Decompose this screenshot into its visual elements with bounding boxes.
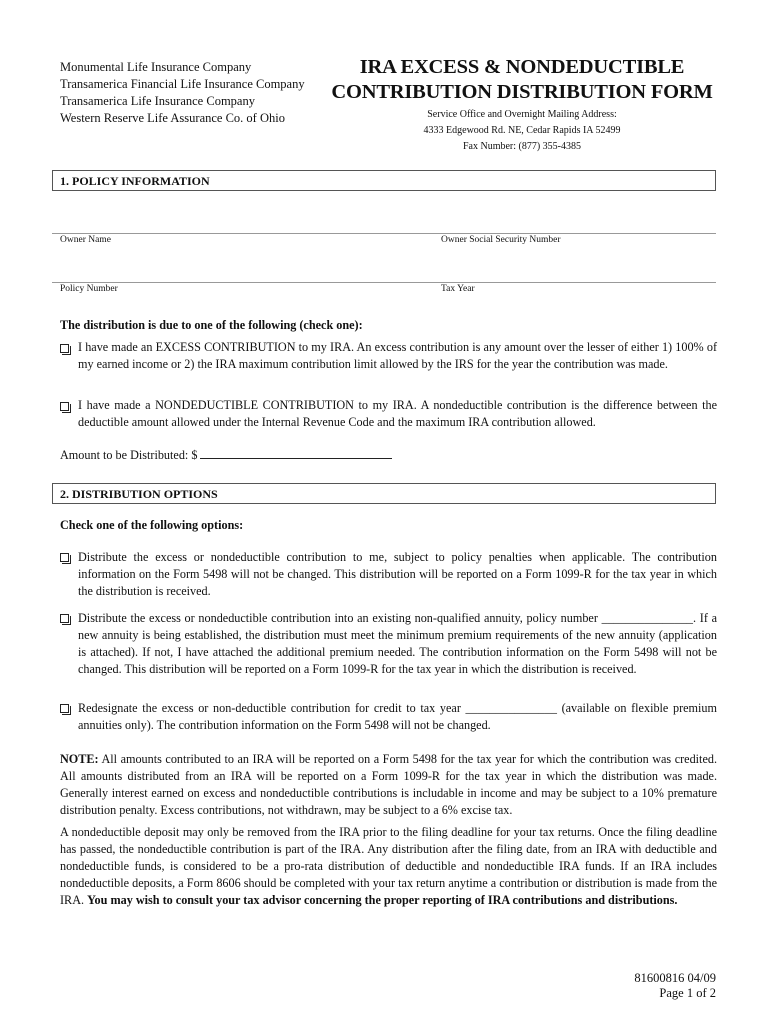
note-text: All amounts contributed to an IRA will be reported on a Form 5498 for the tax year for which the contribution was credited. All amounts distributed from an IRA will be reported on a Form 1099-R for the tax year in which the distribution was made. Generally interest earned on excess and nondeductible contributions is includable in income and may be subject to a 10% premature distribution penalty. Excess contributions, not withdrawn, may be subject to a 6% excise tax. (60, 752, 717, 817)
company-name: Monumental Life Insurance Company (60, 60, 252, 74)
nondeductible-deposit-paragraph (60, 824, 717, 909)
redesignate-checkbox[interactable] (60, 704, 69, 713)
amount-to-distribute (60, 447, 460, 464)
page-number: Page 1 of 2 (659, 986, 716, 1000)
section-title: 1. POLICY INFORMATION (60, 174, 210, 188)
company-name: Western Reserve Life Assurance Co. of Ohio (60, 111, 285, 125)
company-list (60, 59, 305, 127)
distribute-to-annuity-checkbox[interactable] (60, 614, 69, 623)
policy-number-label: Policy Number (60, 284, 118, 294)
policy-number-line[interactable] (52, 282, 716, 283)
company-name: Transamerica Life Insurance Company (60, 94, 255, 108)
address-street: 4333 Edgewood Rd. NE, Cedar Rapids IA 52499 (423, 125, 621, 136)
form-title-line2: CONTRIBUTION DISTRIBUTION FORM (331, 81, 713, 103)
distribute-to-annuity-text: Distribute the excess or nondeductible contribution into an existing non-qualified annuity, policy number _______________. If a new annuity is being established, the distribution must meet the minimum premium requirements of the new annuity (application is attached). If not, I have attached the additional premium needed. The contribution information on the Form 5498 will not be changed. This distribution will be reported on a Form 1099-R for the tax year in which the distribution is received. (78, 611, 717, 676)
deposit-text: A nondeductible deposit may only be removed from the IRA prior to the filing deadline for your tax returns. Once the filing deadline has passed, the nondeductible contribution is part of the IRA. Any distribution after the filing date, from an IRA with deductible and nondeductible funds, is considered to be a pro-rata distribution of deductible and nondeductible IRA funds. If an IRA includes nondeductible deposits, a Form 8606 should be completed with your tax return anytime a contribution or distribution is made from the IRA. (60, 825, 717, 907)
service-address (322, 107, 722, 155)
section-distribution-options (52, 483, 716, 504)
distribute-to-me-text: Distribute the excess or nondeductible contribution to me, subject to policy penalties when applicable. The contribution information on the Form 5498 will not be changed. This distribution will be reported on a Form 1099-R for the tax year in which the distribution is received. (78, 550, 717, 598)
form-title-line1: IRA EXCESS & NONDEDUCTIBLE (359, 56, 685, 78)
owner-name-line[interactable] (52, 233, 716, 234)
note-label: NOTE: (60, 752, 99, 766)
amount-field[interactable] (200, 447, 392, 459)
section-title: 2. DISTRIBUTION OPTIONS (60, 487, 218, 501)
distribute-to-me-checkbox[interactable] (60, 553, 69, 562)
nondeductible-contribution-text: I have made a NONDEDUCTIBLE CONTRIBUTION to my IRA. A nondeductible contribution is the difference between the deductible amount allowed under the Internal Revenue Code and the maximum IRA contribution allowed. (78, 398, 717, 429)
page-footer (634, 971, 716, 1001)
form-title (322, 55, 722, 105)
amount-label: Amount to be Distributed: $ (60, 448, 201, 462)
excess-contribution-text: I have made an EXCESS CONTRIBUTION to my IRA. An excess contribution is any amount over the lesser of either 1) 100% of my earned income or 2) the IRA maximum contribution limit allowed by the IRS for the year the contribution was made. (78, 340, 717, 371)
form-number: 81600816 04/09 (634, 971, 716, 985)
distribution-reason-heading: The distribution is due to one of the following (check one): (60, 318, 363, 332)
note-paragraph (60, 751, 717, 819)
redesignate-text: Redesignate the excess or non-deductible contribution for credit to tax year _______________ (available on flexible premium annuities only). The contribution information on the Form 5498 will not be changed. (78, 701, 717, 732)
tax-year-label: Tax Year (441, 284, 475, 294)
address-heading: Service Office and Overnight Mailing Address: (427, 109, 617, 120)
options-heading: Check one of the following options: (60, 518, 244, 532)
tax-advisor-notice: You may wish to consult your tax advisor concerning the proper reporting of IRA contributions and distributions. (87, 893, 678, 907)
company-name: Transamerica Financial Life Insurance Company (60, 77, 305, 91)
nondeductible-contribution-checkbox[interactable] (60, 402, 69, 411)
excess-contribution-checkbox[interactable] (60, 344, 69, 353)
fax-number: Fax Number: (877) 355-4385 (462, 141, 582, 152)
owner-ssn-label: Owner Social Security Number (441, 235, 561, 245)
section-policy-information (52, 170, 716, 191)
owner-name-label: Owner Name (60, 235, 111, 245)
